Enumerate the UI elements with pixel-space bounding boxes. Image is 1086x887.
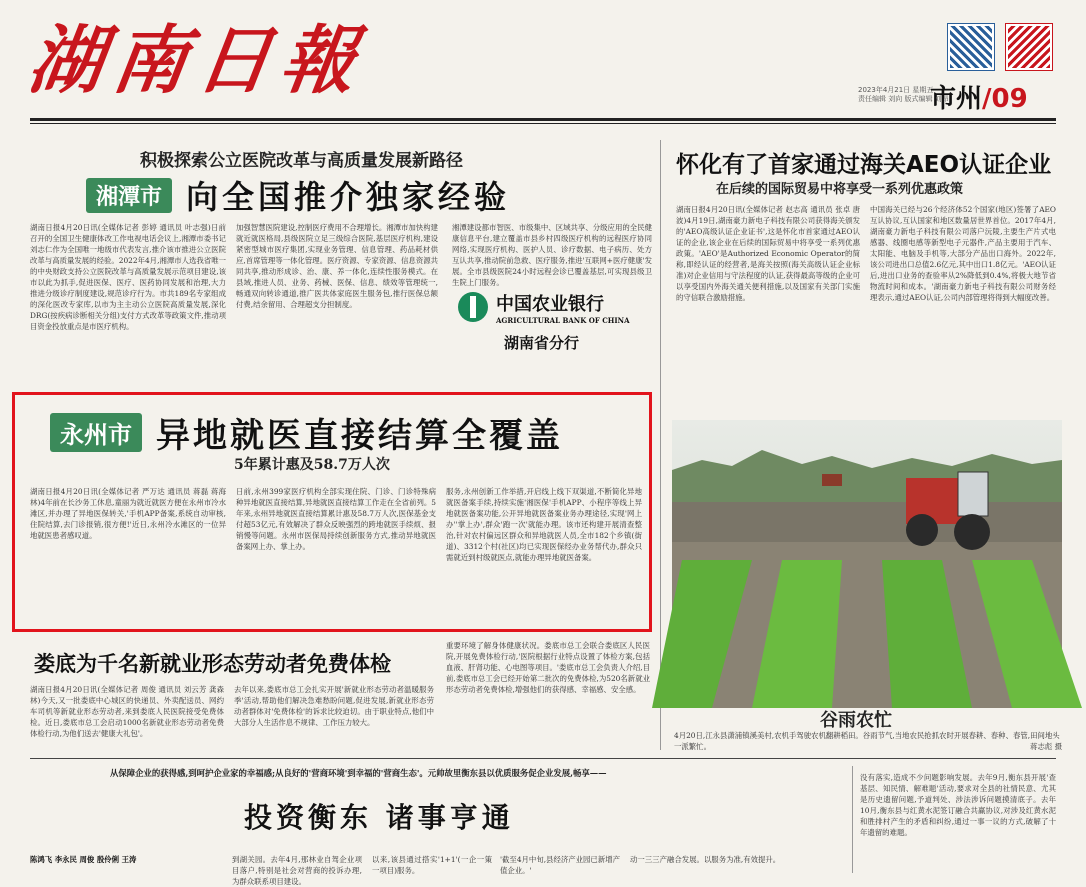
loudi-col-3: 重要环境了解身体健康状况。娄底市总工会联合娄底区人民医院,开展免费体检行动,'医院根据行业特点设置了体检方案,包括血液、肝肾功能、心电图等项目。'娄底市总工会负责人介绍,目前,娄底市总工会已经开始第二批次的免费体检,为520名新就业形态劳动者免费体检,增强他们的获得感、幸福感、安全感。 — [446, 641, 650, 694]
hengdong-col-4: 动一三三产融合发展。以服务为准,有效提升。 — [630, 855, 781, 864]
divider — [852, 766, 853, 873]
huaihua-subheadline: 在后续的国际贸易中将享受一系列优惠政策 — [716, 182, 964, 197]
xiangtan-kicker: 积极探索公立医院改革与高质量发展新路径 — [140, 151, 463, 171]
abc-branch: 湖南省分行 — [504, 334, 580, 352]
xiangtan-col-1: 湖南日报4月20日讯(全媒体记者 彭婷 通讯员 叶志强)日前召开的全国卫生健康体改工作电视电话会议上,湘潭市委书记刘志仁作为全国唯一地级市代表发言,推介该市推进公立医院改革与高质量发展的经验。2022年4月,湘潭市人选我省唯一的中央财政支持公立医院改革与高质量发展示范项目建设,该市以此为抓手,促进医保、医疗、医药协同发展和治理,大力推进分级诊疗制度建设,规范诊疗行为。市共189名专家组成的深化医改专家库,以市为主主动公立医院高质量发展,深化DRG(按疾病诊断相关分组)支付方式改革等政策文件,推动项目资金投放重点是市医疗机构。 — [30, 223, 226, 331]
farm-photo — [672, 420, 1062, 708]
abc-logo-icon — [458, 292, 488, 322]
caption-text: 4月20日,江永县潇浦镇溪美村,农机手驾驶农机翻耕稻田。谷雨节气,当地农民抢抓农时开展春耕、春种、春管,田间地头一派繁忙。 — [674, 731, 1060, 751]
hengdong-intro: 从保障企业的获得感,到呵护企业家的幸福感;从良好的'营商环境'到幸福的'营商生态'。元帅故里衡东县以优质服务促企业发展,畅享—— — [110, 768, 607, 778]
city-tag: 湘潭市 — [86, 178, 172, 213]
yongzhou-headline-row — [50, 408, 563, 457]
hengdong-col-2: 以来,该县通过搭实'1+1'(一企一策一项目)服务。 — [372, 855, 492, 875]
loudi-col-1: 湖南日报4月20日讯(全媒体记者 周俊 通讯员 刘云芳 龚森林)今天,又一批娄底中心城区的快递员、外卖配送员、网约车司机等新就业形态劳动者,来到娄底人民医院接受免费体检。近日,娄底市总工会启动1000名新就业形态劳动者免费体检行动,为他们送去'健康大礼包'。 — [30, 685, 224, 738]
yongzhou-col-1-text: 湖南日报4月20日讯(全媒体记者 严万达 通讯员 蒋磊 蒋海林)4年前在长沙务工休息,童丽为就近就医方便在永州市冷水滩区,并办理了异地医保转关,'手机APP备案,系统自动审核,住院结算,去门诊报销,很方便!'近日,永州冷水滩区的一位异地就医患者感叹道。 — [30, 487, 226, 540]
divider — [30, 758, 1056, 759]
divider — [30, 118, 1056, 121]
qr-code-icon — [1006, 24, 1052, 70]
loudi-col-2: 去年以来,娄底市总工会扎实开展'新就业形态劳动者温暖服务季'活动,帮助他们解决急难愁盼问题,促进发展,新就业形态劳动者群体对'免费体检'的诉求比较迫切。由于职业特点,他们中大部分人生活作息不规律、工作压力较大。 — [234, 685, 434, 727]
page-number: /09 — [982, 84, 1028, 114]
qr-code-icon — [948, 24, 994, 70]
hengdong-col-1: 到湖关园。去年4月,那林业自驾企业项目落户,特别是社会对营商的投诉办理,为群众联系项目建设。 — [232, 855, 362, 886]
divider — [30, 123, 1056, 124]
date-line: 2023年4月21日 星期五 — [858, 86, 934, 94]
xiangtan-headline-row — [86, 172, 510, 218]
city-tag: 永州市 — [50, 413, 142, 452]
yongzhou-headline: 异地就医直接结算全覆盖 — [156, 416, 563, 456]
abc-name-en: AGRICULTURAL BANK OF CHINA — [496, 316, 630, 325]
hengdong-headline: 投资衡东 诸事亨通 — [244, 801, 514, 834]
xiangtan-headline: 向全国推介独家经验 — [186, 178, 511, 216]
huaihua-col-2: 中国海关已经与26个经济体52个国家(地区)签署了AEO互认协议,互认国家和地区数量居世界首位。2017年4月,湖南豪力新电子科技有限公司落户沅陵,主要生产片式电感器、线圈电感等新型电子元器件,产品主要用于汽车、太阳能、电脑及手机等,大部分产品出口海外。2022年,该公司进出口总值2.6亿元,其中出口1.8亿元。'AEO认证后,进出口业务的查验率从2%降低到0.4%,将极大地节省物流时间和成本。'湖南豪力新电子科技有限公司财务经理表示,通过AEO认证,公司内部管理将得到大幅度改善。 — [870, 205, 1056, 302]
editor-line: 责任编辑 刘向 版式编辑 刘昂 — [858, 95, 949, 103]
section-label — [930, 78, 1028, 115]
divider — [660, 140, 661, 750]
yongzhou-subheadline: 5年累计惠及58.7万人次 — [234, 457, 390, 473]
photo-credit: 蒋志彪 摄 — [1030, 742, 1062, 751]
abc-advertisement — [452, 288, 652, 368]
masthead-title: 湖南日報 — [23, 18, 372, 104]
huaihua-headline: 怀化有了首家通过海关AEO认证企业 — [676, 152, 1052, 178]
yongzhou-col-2: 日前,永州399家医疗机构全部实现住院、门诊、门诊特殊病种异地就医直接结算,异地就医直接结算工作走在全省前列。5年来,永州异地就医直接结算累计惠及58.7万人次,医保基金支付超53亿元,有效解决了群众反映强烈的跨地就医手续烦、报销慢等问题。永州市医保局持续创新服务方式,推动异地就医备案网上办、掌上办。 — [236, 487, 436, 551]
yongzhou-col-1 — [30, 486, 226, 622]
photo-caption — [674, 730, 1062, 752]
hengdong-side-col: 没有落实,造成不少问题影响发展。去年9月,衡东县开展'查基层、知民情、解难题'活动,要求对全县的社情民意、尤其是历史遗留问题,予道判处、涉法涉诉问题摸清底子。去年10月,衡东县与红黄水泥签订融合共赢协议,对涉及红黄水泥和胜排村产生的矛盾和纠纷,通过一事一议的方式,破解了十年遗留的难题。 — [860, 773, 1056, 837]
loudi-headline: 娄底为千名新就业形态劳动者免费体检 — [34, 652, 391, 676]
section-name: 市州 — [930, 84, 983, 114]
photo-title: 谷雨农忙 — [820, 710, 892, 731]
abc-name-cn: 中国农业银行 — [496, 294, 604, 315]
huaihua-col-1: 湖南日报4月20日讯(全媒体记者 赵志高 通讯员 张卓 唐波)4月19日,湖南豪力新电子科技有限公司获得海关颁发的'AEO高级认证企业证书',这是怀化市首家通过AEO认证的企业,该企业在后续的国际贸易中将享受一系列优惠政策。'AEO'是Authorized Economic Operator的简称,即经认证的经营者,是海关按照(海关高级认证企业标准)对企业信用与守法程度的认证,获得最高等级的企业可以享受国内外海关通关便利措施,以及国家有关部门实施的守信联合激励措施。 — [676, 205, 860, 302]
xiangtan-col-2: 加强智慧医院建设,控制医疗费用不合理增长。湘潭市加快构建就近就医格局,县级医院立足三级综合医院,基层医疗机构,建设紧密型城市医疗集团,实现业务管理、信息管理、药品耗材供应,首席管理等一体化管理。医疗资源、专家资源、信息资源共同共享,推动形成诊、治、康、养一体化,连续性服务模式。在县域,推进人员、业务、药械、医保、信息、绩效等管理统一,畅通双向转诊通道,推广医共体家庭医生服务包,推行医保总额付费,结余留用、合理超支分担制度。 — [236, 223, 438, 309]
yongzhou-col-3: 服务,永州创新工作举措,开启线上线下双渠道,不断简化异地就医备案手续,持续实施'湘医保'手机APP、小程序等线上异地就医备案功能,公开异地就医备案业务办理途径,实现'网上办''掌上办',群众'跑一次'就能办理。该市还构建开展清查整治,针对农村偏远区群众和异地就医人员,全市182个乡镇(街道)、3312个村(社区)均已实现医保经办业务帮代办,群众只需就近到村级就医点,就能办理异地就医备案。 — [446, 487, 642, 562]
hengdong-byline: 陈鸿飞 李永民 周俊 殷伶俐 王涛 — [30, 855, 137, 864]
hengdong-col-3: '截至4月中旬,县经济产业园已新增产值企业。' — [500, 855, 620, 875]
xiangtan-col-3: 湘潭建设都市智医、市级集中、区域共享、分级应用的全民健康信息平台,建立覆盖市县乡村四级医疗机构的远程医疗协同网络,实现医疗机构、医护人员、诊疗数据、电子病历、处方互认共享,推动院前急救、医疗服务,推进'互联网+医疗健康'发展。全市县级医院24小时远程会诊已覆盖基层,可实现县级卫生院上门服务。 — [452, 223, 652, 287]
